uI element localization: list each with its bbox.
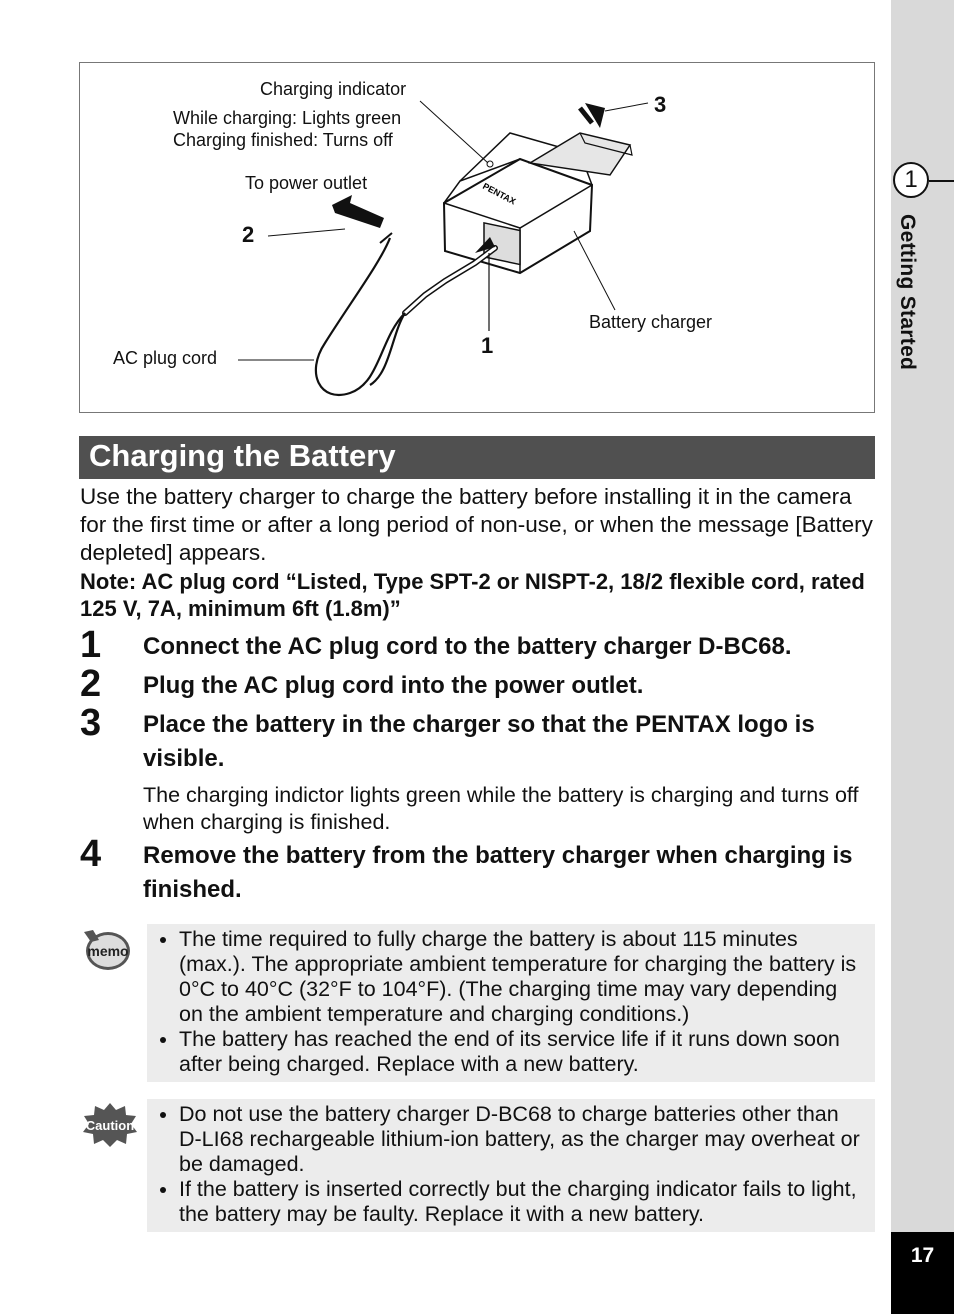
note-paragraph: Note: AC plug cord “Listed, Type SPT-2 or NISPT-2, 18/2 flexible cord, rated 125 V, 7A, minimum 6ft (1.8m)” — [80, 569, 865, 621]
caution-item: • Do not use the battery charger D-BC68 to charge batteries other than D-LI68 rechargeable lithium-ion battery, as the charger may overheat or be damaged. — [179, 1102, 863, 1177]
step-number: 4 — [80, 833, 102, 875]
memo-icon-label: memo — [87, 943, 129, 959]
ac-plug-cord-label: AC plug cord — [113, 348, 218, 368]
chapter-sidebar — [891, 0, 954, 1314]
caution-item: • If the battery is inserted correctly but the charging indicator fails to light, the battery may be faulty. Replace it with a new battery. — [179, 1177, 863, 1227]
caution-icon-label: Caution — [85, 1118, 135, 1133]
power-outlet-label: To power outlet — [245, 173, 368, 193]
chapter-tab-line — [929, 180, 954, 182]
step-number: 3 — [80, 702, 102, 744]
memo-box — [147, 924, 875, 1082]
step-text: Connect the AC plug cord to the battery charger D-BC68. — [143, 633, 792, 660]
section-title: Charging the Battery — [79, 436, 875, 479]
charging-indicator-label: Charging indicator — [260, 79, 407, 99]
charger-brand-logo: PENTAX — [481, 180, 518, 207]
step-detail: The charging indictor lights green while the battery is charging and turns off when charging is finished. — [143, 783, 859, 834]
charging-finished-label: Charging finished: Turns off — [173, 130, 393, 150]
memo-item: • The battery has reached the end of its service life if it runs down soon after being charged. Replace with a new battery. — [179, 1027, 863, 1077]
step-number: 1 — [80, 624, 102, 666]
page-number: 17 — [891, 1232, 954, 1314]
callout-3: 3 — [654, 92, 667, 117]
step-number: 2 — [80, 663, 102, 705]
chapter-number: 1 — [893, 162, 929, 198]
callout-1: 1 — [481, 333, 494, 358]
step-text: Place the battery in the charger so that the PENTAX logo is visible. — [143, 711, 815, 772]
step-text: Remove the battery from the battery charger when charging is finished. — [143, 842, 853, 903]
chapter-title: Getting Started — [896, 214, 919, 371]
caution-icon — [81, 1101, 139, 1154]
intro-paragraph: Use the battery charger to charge the battery before installing it in the camera for the first time or after a long period of non-use, or when the message [Battery depleted] appears. — [80, 484, 873, 565]
memo-icon — [81, 926, 131, 977]
while-charging-label: While charging: Lights green — [173, 108, 402, 128]
memo-item: • The time required to fully charge the battery is about 115 minutes (max.). The appropriate ambient temperature for charging the battery is 0°C to 40°C (32°F to 104°F). (The charging time may vary depending on the ambient temperature and charging conditions.) — [179, 927, 863, 1027]
callout-2: 2 — [242, 222, 255, 247]
step-text: Plug the AC plug cord into the power outlet. — [143, 672, 644, 699]
charger-illustration — [79, 62, 875, 413]
battery-charger-label: Battery charger — [589, 312, 713, 332]
caution-box — [147, 1099, 875, 1232]
